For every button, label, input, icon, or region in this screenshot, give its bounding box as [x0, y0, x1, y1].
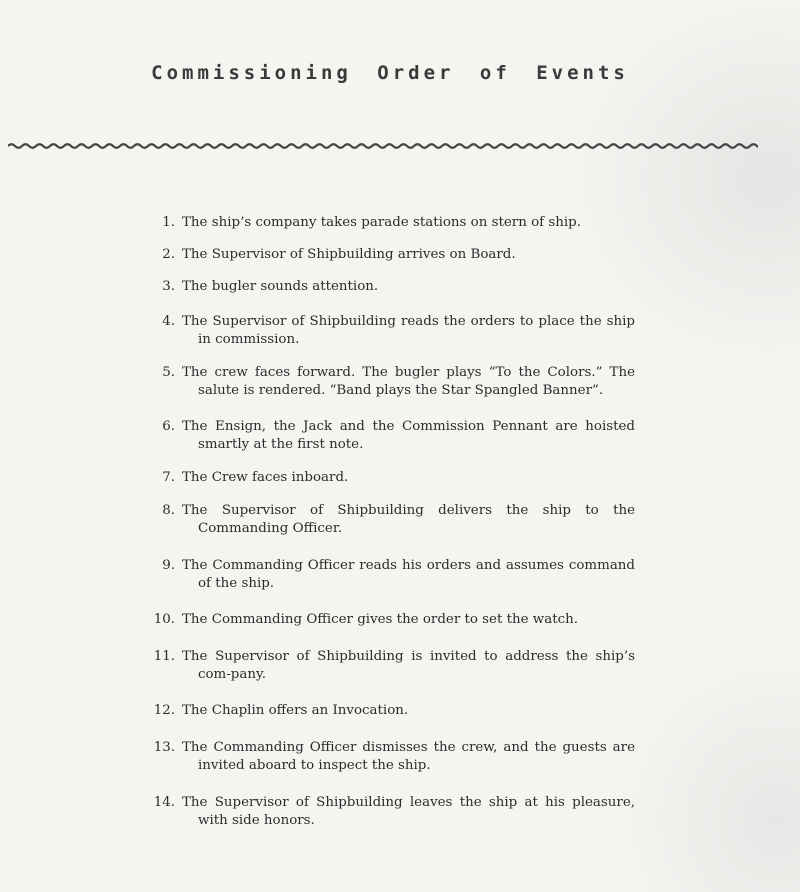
event-number: 3. — [162, 279, 175, 294]
list-item — [145, 702, 635, 720]
event-text: The crew faces forward. The bugler plays “To the Colors.” The salute is rendered. “Band plays the Star Spangled Banner”. — [182, 365, 635, 398]
list-item — [145, 648, 635, 684]
event-text: The Chaplin offers an Invocation. — [182, 703, 409, 718]
list-item — [145, 313, 635, 349]
event-number: 11. — [153, 649, 175, 664]
event-text: The Commanding Officer dismisses the crew, and the guests are invited aboard to inspect the ship. — [182, 740, 635, 773]
event-number: 9. — [162, 558, 175, 573]
event-text: The Commanding Officer reads his orders and assumes command of the ship. — [182, 558, 635, 591]
event-number: 7. — [162, 470, 175, 485]
event-text: The Supervisor of Shipbuilding leaves the ship at his pleasure, with side honors. — [182, 795, 635, 828]
event-number: 6. — [162, 419, 175, 434]
event-text: The Ensign, the Jack and the Commission Pennant are hoisted smartly at the first note. — [182, 419, 635, 452]
event-number: 14. — [153, 795, 175, 810]
list-item — [145, 557, 635, 593]
event-number: 12. — [153, 703, 175, 718]
list-item — [145, 469, 635, 487]
list-item — [145, 246, 635, 264]
event-text: The ship’s company takes parade stations on stern of ship. — [182, 215, 581, 230]
list-item — [145, 794, 635, 830]
event-number: 13. — [153, 740, 175, 755]
event-text: The Supervisor of Shipbuilding arrives on Board. — [182, 247, 516, 262]
event-text: The Supervisor of Shipbuilding delivers the ship to the Commanding Officer. — [182, 503, 635, 536]
page-title: Commissioning Order of Events — [151, 62, 629, 84]
event-text: The Supervisor of Shipbuilding reads the orders to place the ship in commission. — [182, 314, 635, 347]
list-item — [145, 214, 635, 232]
event-number: 10. — [153, 612, 175, 627]
list-item — [145, 418, 635, 454]
event-text: The Supervisor of Shipbuilding is invited to address the ship’s com-pany. — [182, 649, 635, 682]
event-number: 5. — [162, 365, 175, 380]
event-text: The Commanding Officer gives the order to set the watch. — [182, 612, 579, 627]
event-number: 1. — [162, 215, 175, 230]
list-item — [145, 278, 635, 296]
event-number: 8. — [162, 503, 175, 518]
list-item — [145, 611, 635, 629]
event-number: 4. — [162, 314, 175, 329]
event-text: The Crew faces inboard. — [182, 470, 349, 485]
list-item — [145, 739, 635, 775]
event-number: 2. — [162, 247, 175, 262]
event-text: The bugler sounds attention. — [182, 279, 379, 294]
list-item — [145, 502, 635, 538]
list-item — [145, 364, 635, 400]
